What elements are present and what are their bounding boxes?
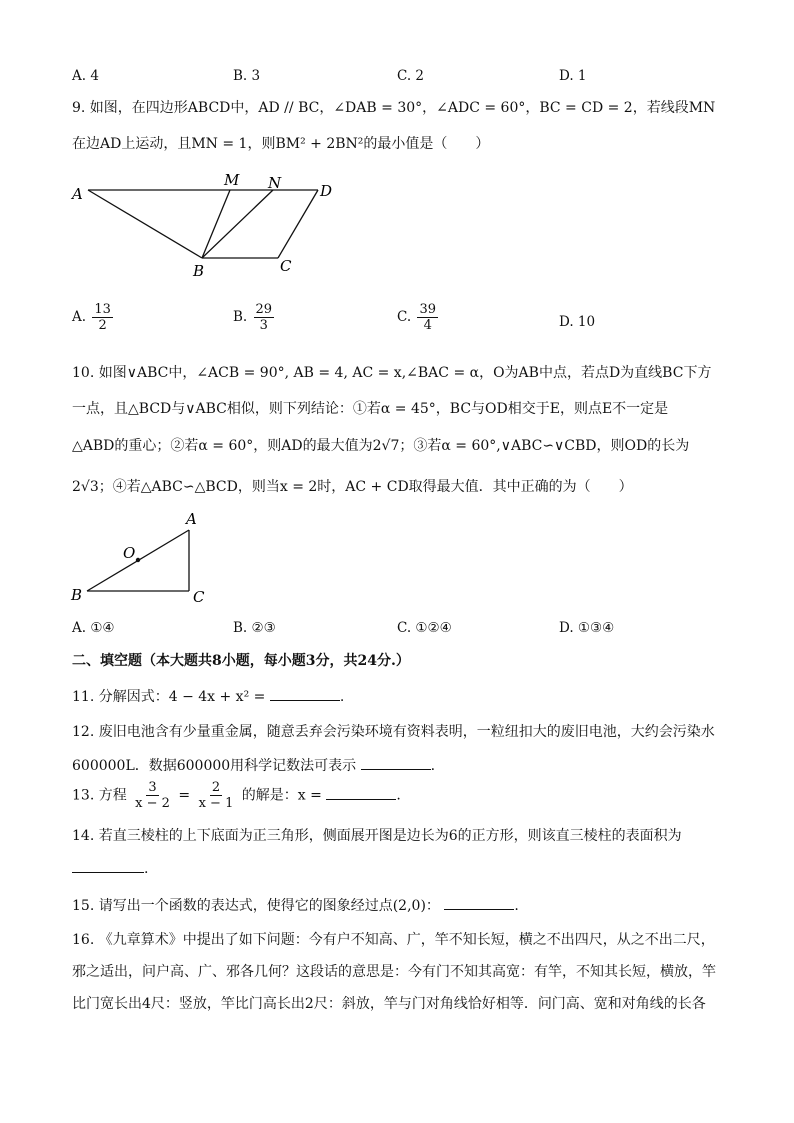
q15-text: 15. 请写出一个函数的表达式，使得它的图象经过点(2,0)： (72, 898, 440, 914)
q9-option-c-letter: C. (397, 309, 412, 325)
q9-option-b (233, 302, 276, 333)
q9-option-a (72, 302, 115, 333)
q9-option-b-fraction (254, 302, 275, 333)
q10-label-o: O (123, 544, 136, 562)
q10-point-o (136, 558, 140, 562)
q9-segment-bn (202, 190, 273, 258)
q10-label-b: B (71, 586, 83, 604)
q13-frac2-den: x − 1 (198, 796, 234, 811)
q12-end: . (430, 758, 436, 774)
q9-option-b-letter: B. (233, 309, 248, 325)
q16-line-3: 比门宽长出4尺：竖放，竿比门高长出2尺：斜放，竿与门对角线恰好相等．问门高、宽和对角线的长各 (72, 996, 706, 1012)
section-2-heading: 二、填空题（本大题共8小题，每小题3分，共24分.） (72, 653, 410, 669)
q8-option-a: A. 4 (72, 68, 99, 84)
q14-end: . (144, 861, 149, 877)
q8-option-b: B. 3 (233, 68, 261, 84)
q12-line-2-text: 600000L．数据600000用科学记数法可表示 (72, 758, 357, 774)
q9-option-a-letter: A. (72, 309, 87, 325)
q9-option-c-fraction (417, 302, 438, 333)
q15-answer-blank[interactable] (444, 895, 514, 910)
q10-option-c: C. ①②④ (397, 620, 452, 636)
q13-frac2-num: 2 (211, 780, 221, 795)
q13-prefix: 13. 方程 (72, 787, 127, 804)
q13-fraction-right (197, 780, 236, 811)
q9-label-m: M (224, 171, 240, 189)
q10-stem-line-4: 2√3；④若△ABC∽△BCD，则当x = 2时，AC + CD取得最大值．其中正确的为（ ） (72, 479, 633, 495)
q9-figure (60, 165, 350, 285)
q9-option-c-num: 39 (419, 302, 436, 317)
q14-line-2 (72, 858, 148, 879)
q13-suffix: 的解是：x = (241, 787, 322, 804)
q11-text: 11. 分解因式：4 − 4x + x² = (72, 689, 266, 705)
q10-stem-line-1: 10. 如图∨ABC中，∠ACB = 90°, AB = 4, AC = x,∠BAC = α，O为AB中点，若点D为直线BC下方 (72, 365, 712, 381)
q16-line-1: 16. 《九章算术》中提出了如下问题：今有户不知高、广，竿不知长短，横之不出四尺，从之不出二尺， (72, 932, 715, 948)
q13 (72, 780, 401, 811)
q10-option-d: D. ①③④ (559, 620, 615, 636)
q13-frac1-num: 3 (148, 780, 157, 795)
q9-option-b-den: 3 (259, 318, 268, 333)
q12-line-1: 12. 废旧电池含有少量重金属，随意丢弃会污染环境有资料表明，一粒纽扣大的废旧电池，大约会污染水 (72, 724, 715, 740)
q8-option-d: D. 1 (559, 68, 587, 84)
q8-option-c: C. 2 (397, 68, 425, 84)
q9-stem-line-1: 9. 如图，在四边形ABCD中，AD // BC，∠DAB = 30°，∠ADC = 60°，BC = CD = 2，若线段MN (72, 100, 716, 116)
q9-option-b-num: 29 (255, 302, 273, 317)
q14-answer-blank[interactable] (72, 858, 144, 873)
q9-label-d: D (320, 182, 333, 200)
q9-option-a-num: 13 (94, 302, 111, 317)
q15-end: . (514, 898, 519, 914)
q9-segment-ab (88, 190, 202, 258)
q10-label-a: A (186, 510, 197, 528)
q11 (72, 686, 344, 707)
q9-option-a-den: 2 (98, 318, 107, 333)
q9-option-a-fraction (92, 302, 113, 333)
q9-option-c-den: 4 (423, 318, 432, 333)
q9-label-n: N (268, 174, 282, 192)
q10-option-b: B. ②③ (233, 620, 276, 636)
q13-frac1-den: x − 2 (135, 796, 170, 811)
q13-answer-blank[interactable] (326, 785, 396, 800)
q13-equals: = (178, 787, 191, 804)
q10-stem-line-2: 一点，且△BCD与∨ABC相似，则下列结论：①若α = 45°，BC与OD相交于E，则点E不一定是 (72, 401, 669, 417)
q9-segment-bm (202, 190, 230, 258)
q16-line-2: 邪之适出，问户高、广、邪各几何？这段话的意思是：今有门不知其高宽：有竿，不知其长短，横放，竿 (72, 964, 716, 980)
q9-label-c: C (280, 257, 292, 275)
q11-answer-blank[interactable] (270, 686, 340, 701)
q12-line-2 (72, 755, 435, 776)
q10-figure (65, 508, 225, 608)
q12-answer-blank[interactable] (361, 755, 431, 770)
q13-end: . (396, 787, 401, 804)
q14-line-1: 14. 若直三棱柱的上下底面为正三角形，侧面展开图是边长为6的正方形，则该直三棱柱的表面积为 (72, 828, 682, 844)
q15 (72, 895, 519, 916)
q11-end: . (339, 689, 345, 705)
q9-option-c (397, 302, 440, 333)
q9-option-d: D. 10 (559, 314, 596, 330)
q10-label-c: C (193, 588, 205, 606)
q10-stem-line-3: △ABD的重心；②若α = 60°，则AD的最大值为2√7；③若α = 60°,∨ABC∽∨CBD，则OD的长为 (72, 438, 690, 454)
q9-segment-cd (278, 190, 318, 258)
q13-fraction-left (133, 780, 172, 811)
q9-label-b: B (193, 262, 205, 280)
q9-stem-line-2: 在边AD上运动，且MN = 1，则BM² + 2BN²的最小值是（ ） (72, 136, 490, 152)
q10-option-a: A. ①④ (72, 620, 115, 636)
q9-label-a: A (72, 185, 83, 203)
